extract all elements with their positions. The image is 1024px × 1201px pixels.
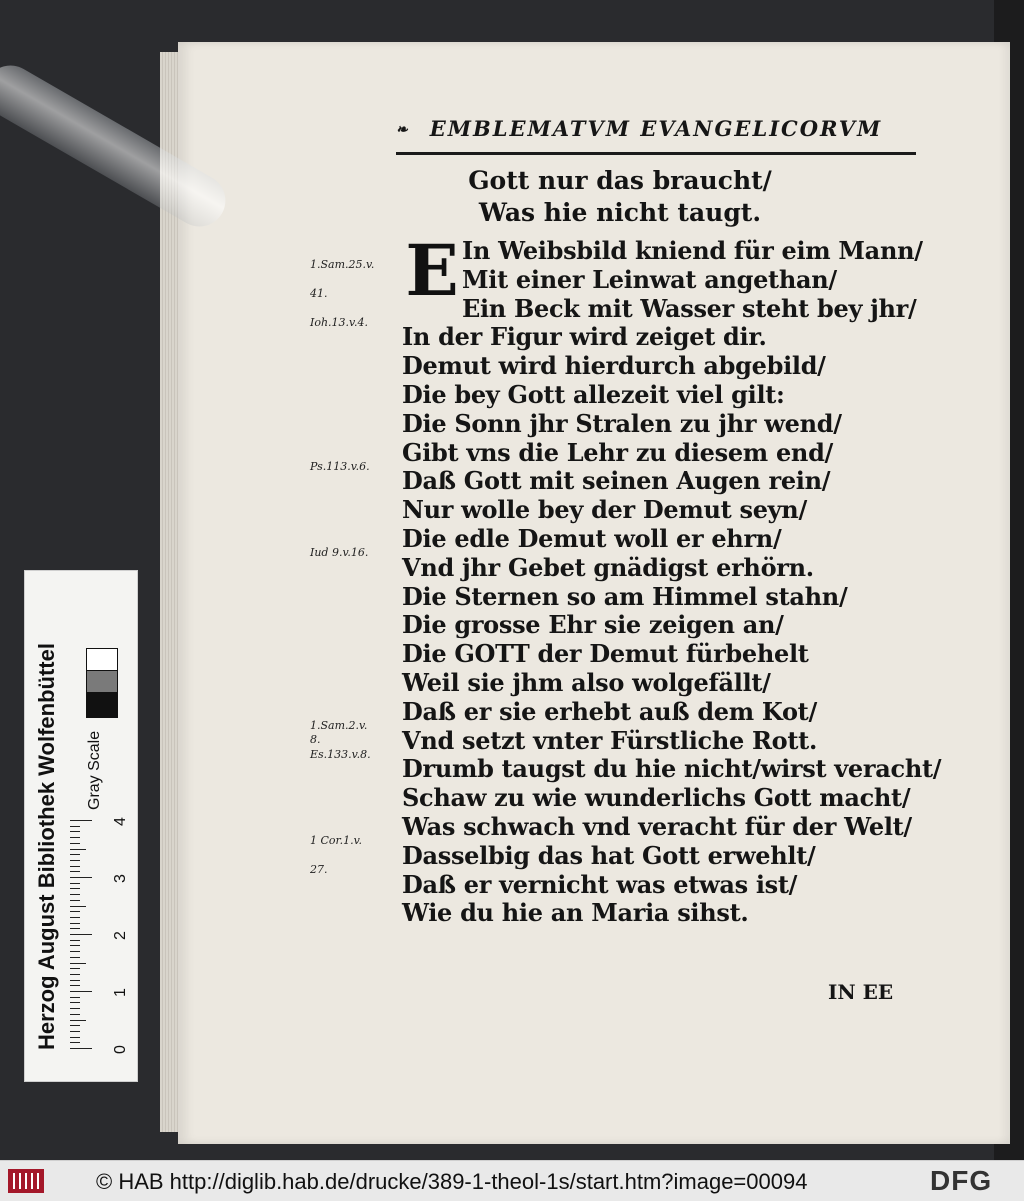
ruler-tick [70,980,80,981]
poem-title-line-1: Gott nur das braucht/ [468,166,772,195]
verse-line: Weil sie jhm also wolgefällt/ [402,668,771,697]
ruler-tick [70,940,80,941]
verse-line: Nur wolle bey der Demut seyn/ [402,495,807,525]
ruler-tick-label: 4 [112,817,129,826]
scripture-reference: Ioh.13.v.4. [310,315,368,329]
ruler-tick [70,923,80,924]
ruler-tick [70,1020,86,1021]
scripture-reference: 27. [310,862,328,876]
ruler-tick-label: 2 [112,931,129,940]
ruler-tick [70,820,92,821]
scripture-reference: 1.Sam.25.v. [310,258,375,271]
ruler-tick [70,831,80,832]
ruler-tick [70,1042,80,1043]
poem-title-line-2: Was hie nicht taugt. [478,198,762,227]
ruler-tick [70,860,80,861]
ruler-tick-label: 0 [112,1045,129,1054]
scripture-reference: 1.Sam.2.v. [310,718,368,732]
verse-line: Gibt vns die Lehr zu diesem end/ [402,437,834,467]
gray-swatch-mid [86,670,118,694]
footer-bar [0,1160,1024,1201]
verse-line: Mit einer Leinwat angethan/ [462,264,837,294]
scripture-reference: Iud 9.v.16. [310,546,369,559]
ruler-tick-label: 3 [112,874,129,883]
verse-line: Wie du hie an Maria sihst. [402,898,749,928]
ruler-tick [70,826,80,827]
verse-line: Vnd setzt vnter Fürstliche Rott. [402,725,818,755]
scripture-reference: 8. [310,733,321,747]
dfg-logo: DFG [930,1165,993,1196]
scripture-reference: Ps.113.v.6. [310,459,370,473]
gray-scale-label: Gray Scale [86,730,103,810]
ruler-tick [70,866,80,867]
verse-line: Demut wird hierdurch abgebild/ [402,351,826,381]
scripture-reference: 41. [310,286,328,300]
ruler-tick [70,837,80,838]
ruler-tick [70,963,86,964]
ruler-tick [70,871,80,872]
verse-line: Dasselbig das hat Gott erwehlt/ [402,840,816,870]
ruler-tick [70,911,80,912]
ruler-tick [70,945,80,946]
verse-line: Die bey Gott allezeit viel gilt: [402,380,785,409]
ruler-tick [70,883,80,884]
verse-line: In der Figur wird zeiget dir. [402,322,767,352]
ruler-tick [70,957,80,958]
ruler-tick [70,991,92,992]
ruler-tick [70,1002,80,1003]
verse-line: Daß Gott mit seinen Augen rein/ [402,466,831,496]
ruler-tick [70,1048,92,1049]
running-title: EMBLEMATVM EVANGELICORVM [429,116,883,141]
scripture-reference: Es.133.v.8. [310,747,371,761]
footer-citation[interactable]: © HAB http://diglib.hab.de/drucke/389-1-theol-1s/start.htm?image=00094 [96,1169,808,1194]
ruler-tick [70,1037,80,1038]
verse-line: Ein Beck mit Wasser steht bey jhr/ [462,293,917,323]
ruler-tick-label: 1 [112,988,129,997]
drop-cap: E [405,229,459,312]
verse-line: Schaw zu wie wunderlichs Gott macht/ [402,783,911,813]
verse-line: Daß er sie erhebt auß dem Kot/ [402,696,817,726]
ruler-tick [70,843,80,844]
verse-line: Vnd jhr Gebet gnädigst erhörn. [402,552,814,582]
ruler-tick [70,877,92,878]
verse-line: Die edle Demut woll er ehrn/ [402,524,782,553]
ruler-tick [70,1008,80,1009]
ruler-tick [70,888,80,889]
ruler-tick [70,985,80,986]
ruler-tick [70,906,86,907]
scripture-reference: 1 Cor.1.v. [310,834,362,847]
fleuron-icon: ❧ [396,122,410,138]
running-header [396,116,916,155]
library-barcode-icon [8,1169,44,1193]
verse-line: Drumb taugst du hie nicht/wirst veracht/ [402,754,942,784]
ruler-tick [70,900,80,901]
ruler-tick [70,894,80,895]
ruler-tick [70,854,80,855]
verse-line: Was schwach vnd veracht für der Welt/ [402,812,912,841]
ruler-tick [70,917,80,918]
ruler-tick [70,849,86,850]
verse-line: Die Sternen so am Himmel stahn/ [402,581,848,611]
verse-line: In Weibsbild kniend für eim Mann/ [462,236,923,265]
ruler-tick [70,997,80,998]
ruler-tick [70,1025,80,1026]
ruler-tick [70,928,80,929]
ruler-tick [70,934,92,935]
ruler-tick [70,1014,80,1015]
verse-line: Die GOTT der Demut fürbehelt [402,639,809,669]
ruler-tick [70,968,80,969]
verse-line: Die grosse Ehr sie zeigen an/ [402,610,784,640]
ruler-institution-label: Herzog August Bibliothek Wolfenbüttel [34,643,59,1050]
gray-swatch-black [86,692,118,718]
verse-line: Die Sonn jhr Stralen zu jhr wend/ [402,408,842,438]
verse-line: Daß er vernicht was etwas ist/ [402,869,798,899]
gray-swatch-white [86,648,118,672]
ruler-tick [70,951,80,952]
ruler-tick [70,974,80,975]
catchword: IN EE [828,980,894,1004]
ruler-tick [70,1031,80,1032]
